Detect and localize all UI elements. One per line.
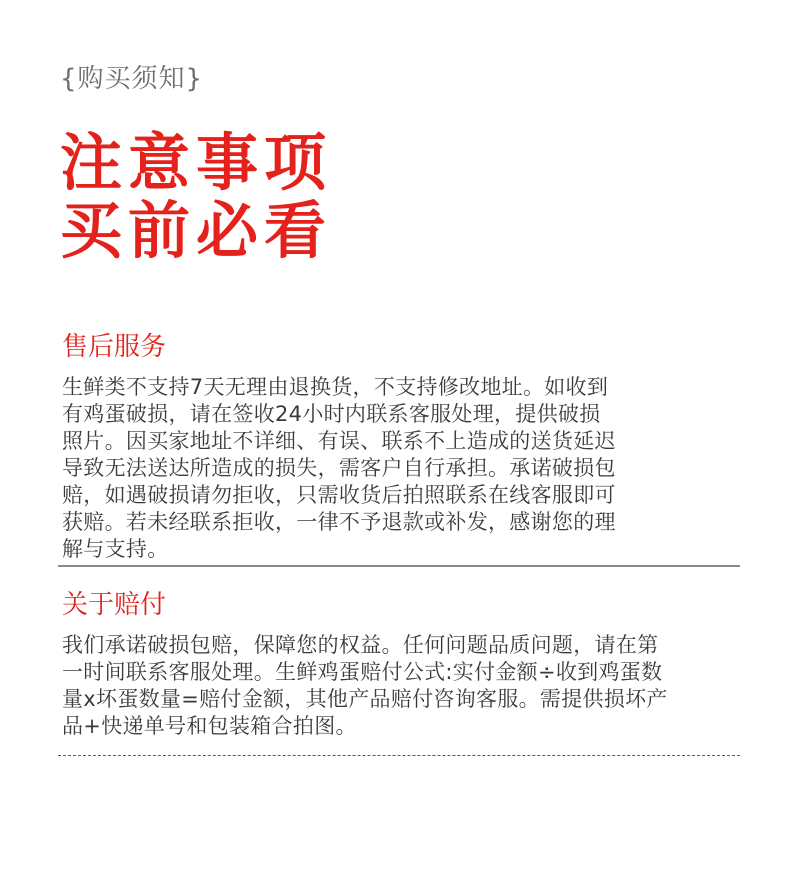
notice-tag: {购买须知} bbox=[60, 64, 204, 94]
paragraph-line: 量x坏蛋数量=赔付金额，其他产品赔付咨询客服。需提供损坏产 bbox=[62, 687, 668, 711]
paragraph-line: 有鸡蛋破损，请在签收24小时内联系客服处理，提供破损 bbox=[62, 402, 601, 426]
dashed-divider bbox=[58, 755, 740, 756]
paragraph-line: 照片。因买家地址不详细、有误、联系不上造成的送货延迟 bbox=[62, 429, 616, 453]
paragraph-line: 导致无法送达所造成的损失，需客户自行承担。承诺破损包 bbox=[62, 456, 616, 480]
headline-must-read: 买前必看 bbox=[60, 194, 333, 267]
paragraph-line: 解与支持。 bbox=[62, 537, 169, 561]
paragraph-line: 一时间联系客服处理。生鲜鸡蛋赔付公式:实付金额÷收到鸡蛋数 bbox=[62, 660, 663, 684]
paragraph-line: 获赔。若未经联系拒收，一律不予退款或补发，感谢您的理 bbox=[62, 510, 616, 534]
headline-notice: 注意事项 bbox=[60, 126, 333, 199]
section-body-after-sale bbox=[62, 374, 738, 563]
section-body-compensation bbox=[62, 632, 738, 740]
section-title-after-sale: 售后服务 bbox=[62, 332, 167, 362]
section-divider bbox=[58, 565, 740, 567]
paragraph-line: 我们承诺破损包赔，保障您的权益。任何问题品质问题，请在第 bbox=[62, 633, 659, 657]
paragraph-line: 生鲜类不支持7天无理由退换货，不支持修改地址。如收到 bbox=[62, 375, 609, 399]
paragraph-line: 品+快递单号和包装箱合拍图。 bbox=[62, 714, 357, 738]
paragraph-line: 赔，如遇破损请勿拒收，只需收货后拍照联系在线客服即可 bbox=[62, 483, 616, 507]
section-title-compensation: 关于赔付 bbox=[62, 590, 167, 620]
